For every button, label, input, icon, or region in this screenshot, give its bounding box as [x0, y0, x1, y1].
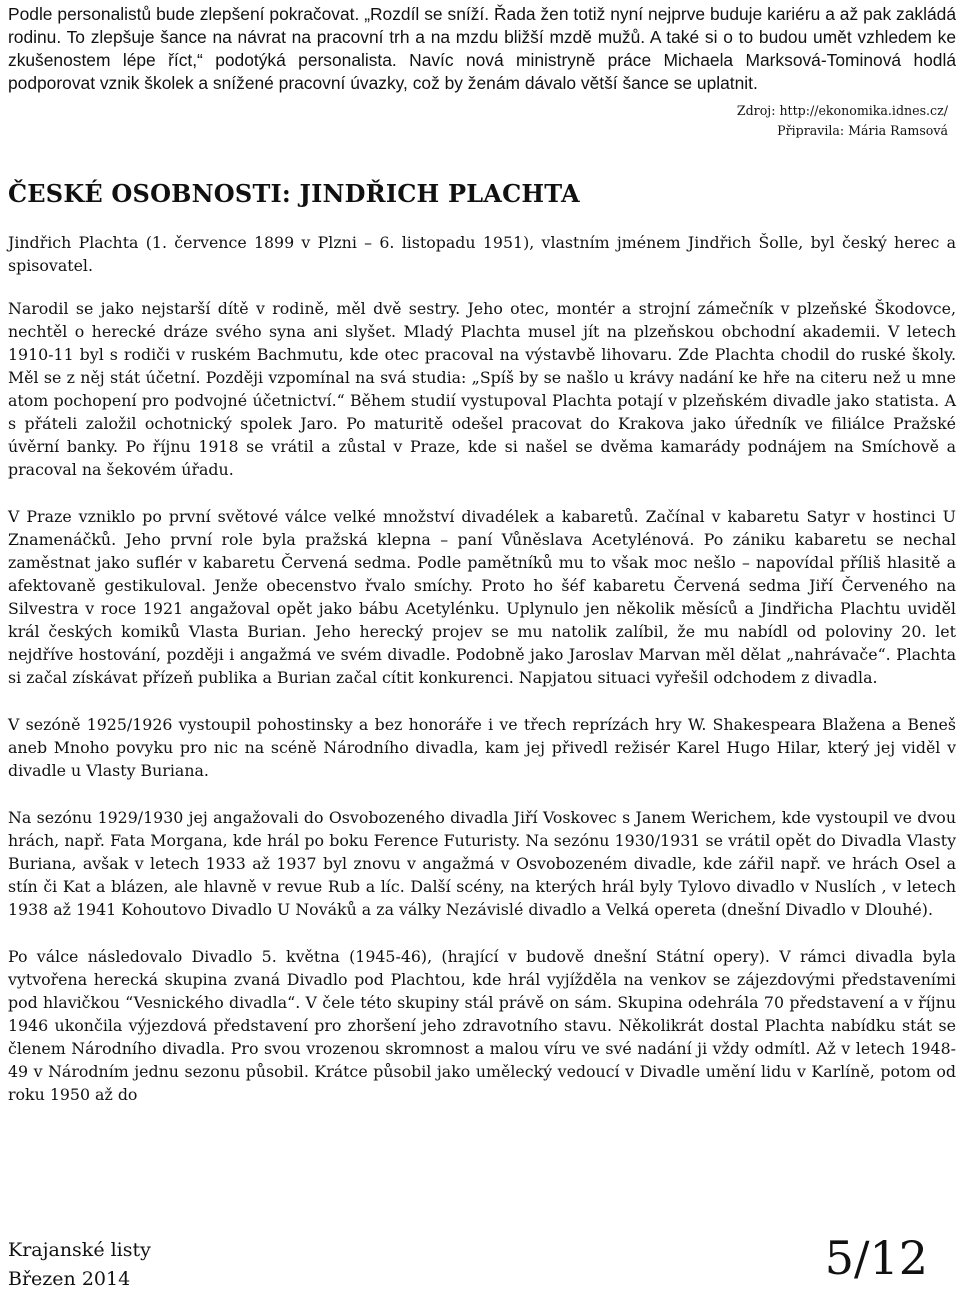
author-credit: Připravila: Mária Ramsová — [777, 123, 948, 138]
footer-issue: Březen 2014 — [8, 1268, 131, 1290]
body-paragraph: V sezóně 1925/1926 vystoupil pohostinsky a bez honoráře i ve třech reprízách hry W. Shakespeara Blažena a Beneš aneb Mnoho povyku pro nic na scéně Národního divadla, kam jej přivedl režisér Karel Hugo Hilar, který jej viděl v divadle u Vlasty Buriana. — [8, 715, 956, 780]
intro-paragraph: Podle personalistů bude zlepšení pokračovat. „Rozdíl se sníží. Řada žen totiž nyní nejprve buduje kariéru a až pak zakládá rodinu. To zlepšuje šance na návrat na pracovní trh a na mzdu bližší mzdě mužů. A také si o to budou umět vzhledem ke zkušenostem lépe říct,“ podotýká personalista. Navíc nová ministryně práce Michaela Marksová-Tominová hodlá podporovat vznik školek a snížené pracovní úvazky, což by ženám dávalo větší šance se uplatnit. — [8, 4, 956, 93]
body-paragraph: Narodil se jako nejstarší dítě v rodině, měl dvě sestry. Jeho otec, montér a strojní zámečník v plzeňské Škodovce, nechtěl o herecké dráze svého syna ani slyšet. Mladý Plachta musel jít na plzeňskou obchodní akademii. V letech 1910-11 byl s rodiči v ruském Bachmutu, kde otec pracoval na výstavbě lihovaru. Zde Plachta chodil do ruské školy. Měl se z něj stát účetní. Později vzpomínal na svá studia: „Spíš by se našlo u krávy nadání ke hře na citeru než u mne atom pochopení pro podvojné účetnictví.“ Během studií vystupoval Plachta potají v plzeňském divadle jako statista. A s přáteli založil ochotnický spolek Jaro. Po maturitě odešel pracovat do Krakova jako úředník ve filiálce Pražské úvěrní banky. Po říjnu 1918 se vrátil a zůstal v Praze, kde si našel se dvěma kamarády podnájem na Smíchově a pracoval na šekovém úřadu. — [8, 299, 956, 479]
page-number: 5/12 — [824, 1231, 928, 1285]
document-page — [8, 0, 956, 1106]
body-paragraph: V Praze vzniklo po první světové válce velké množství divadélek a kabaretů. Začínal v kabaretu Satyr v hostinci U Znamenáčků. Jeho první role byla pražská klepna – paní Vůněslava Acetylénová. Po zániku kabaretu se nechal zaměstnat jako suflér v kabaretu Červená sedma. Podle pamětníků mu to však moc nešlo – napovídal příliš hlasitě a afektovaně gestikuloval. Jenže obecenstvo řvalo smíchy. Proto ho šéf kabaretu Červená sedma Jiří Červeného na Silvestra v roce 1921 angažoval opět jako bábu Acetylénku. Uplynulo jen několik měsíců a Jindřicha Plachtu uviděl král českých komiků Vlasta Burian. Jeho herecký projev se mu natolik zalíbil, že mu nabídl od poloviny 20. let nejdříve hostování, později i angažmá ve svém divadle. Podobně jako Jaroslav Marvan měl dělat „nahrávače“. Plachta si začal získávat přízeň publika a Burian začal cítit konkurenci. Napjatou situaci vyřešil odchodem z divadla. — [8, 507, 956, 687]
body-paragraph: Jindřich Plachta (1. července 1899 v Plzni – 6. listopadu 1951), vlastním jménem Jindřich Šolle, byl český herec a spisovatel. — [8, 233, 956, 275]
footer-publication-block — [8, 1236, 151, 1294]
section-heading: ČESKÉ OSOBNOSTI: JINDŘICH PLACHTA — [8, 179, 580, 208]
body-paragraph: Na sezónu 1929/1930 jej angažovali do Osvobozeného divadla Jiří Voskovec s Janem Werichem, kde vystoupil ve dvou hrách, např. Fata Morgana, kde hrál po boku Ference Futuristy. Na sezónu 1930/1931 se vrátil opět do Divadla Vlasty Buriana, avšak v letech 1933 až 1937 byl znovu v angažmá v Osvobozeném divadle, kde zářil např. ve hrách Osel a stín či Kat a blázen, ale hlavně v revue Rub a líc. Další scény, na kterých hrál byly Tylovo divadlo v Nuslích , v letech 1938 až 1941 Kohoutovo Divadlo U Nováků a za války Nezávislé divadlo a Velká opereta (dnešní Divadlo v Dlouhé). — [8, 808, 956, 919]
source-credit: Zdroj: http://ekonomika.idnes.cz/ — [736, 103, 948, 118]
body-paragraph: Po válce následovalo Divadlo 5. května (1945-46), (hrající v budově dnešní Státní opery). V rámci divadla byla vytvořena herecká skupina zvaná Divadlo pod Plachtou, kde hrál vyjížděla na venkov se zájezdovými představeními pod hlavičkou “Vesnického divadla“. V čele této skupiny stál právě on sám. Skupina odehrála 70 představení a v říjnu 1946 ukončila výjezdová představení pro zhoršení jeho zdravotního stavu. Několikrát dostal Plachta nabídku stát se členem Národního divadla. Pro svou vrozenou skromnost a malou víru ve své nadání ji vždy odmítl. Až v letech 1948-49 v Národním jednu sezonu působil. Krátce působil jako umělecký vedoucí v Divadle umění lidu v Karlíně, potom od roku 1950 až do — [8, 947, 956, 1104]
footer-publication: Krajanské listy — [8, 1239, 151, 1261]
